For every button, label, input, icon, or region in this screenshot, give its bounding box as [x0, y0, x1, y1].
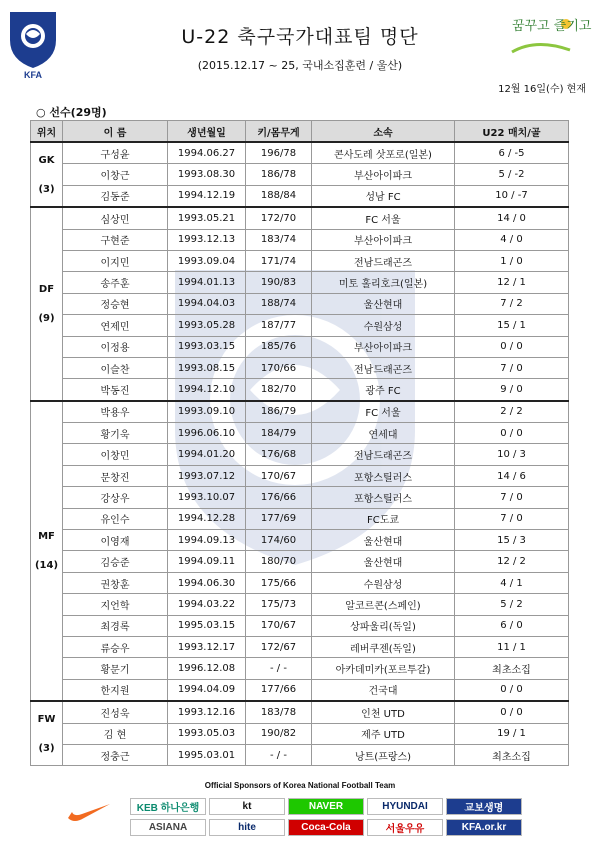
- player-record-cell: 7 / 2: [455, 293, 569, 314]
- player-birth-cell: 1995.03.15: [168, 615, 246, 636]
- table-row: [31, 444, 569, 465]
- player-name-cell: 류승우: [63, 636, 168, 657]
- roster-table: [30, 120, 569, 766]
- player-birth-cell: 1993.07.12: [168, 465, 246, 486]
- sponsor-logo: kt: [209, 798, 285, 815]
- player-birth-cell: 1993.05.28: [168, 315, 246, 336]
- player-record-cell: 14 / 6: [455, 465, 569, 486]
- table-row: [31, 293, 569, 314]
- player-name-cell: 박동진: [63, 379, 168, 401]
- player-record-cell: 12 / 2: [455, 551, 569, 572]
- table-row: [31, 658, 569, 679]
- player-birth-cell: 1994.06.30: [168, 572, 246, 593]
- player-body-cell: 182/70: [246, 379, 312, 401]
- player-club-cell: 인천 UTD: [312, 701, 455, 723]
- player-body-cell: 183/74: [246, 229, 312, 250]
- player-birth-cell: 1994.12.28: [168, 508, 246, 529]
- player-club-cell: 수원삼성: [312, 315, 455, 336]
- player-birth-cell: 1993.09.10: [168, 401, 246, 423]
- player-birth-cell: 1993.05.21: [168, 207, 246, 229]
- player-name-cell: 이창민: [63, 444, 168, 465]
- player-name-cell: 송주훈: [63, 272, 168, 293]
- player-name-cell: 황문기: [63, 658, 168, 679]
- player-record-cell: 10 / 3: [455, 444, 569, 465]
- position-count: (9): [38, 312, 55, 324]
- player-name-cell: 이슬찬: [63, 357, 168, 378]
- player-name-cell: 김승준: [63, 551, 168, 572]
- position-count: (3): [38, 742, 55, 754]
- sponsor-logo: 교보생명: [446, 798, 522, 815]
- player-body-cell: 183/78: [246, 701, 312, 723]
- player-record-cell: 4 / 0: [455, 229, 569, 250]
- player-body-cell: 176/68: [246, 444, 312, 465]
- player-club-cell: 전남드래곤즈: [312, 357, 455, 378]
- player-record-cell: 7 / 0: [455, 357, 569, 378]
- player-name-cell: 황기욱: [63, 423, 168, 444]
- player-body-cell: 175/66: [246, 572, 312, 593]
- table-row: [31, 723, 569, 744]
- column-header: 생년월일: [168, 121, 246, 143]
- player-body-cell: 170/67: [246, 465, 312, 486]
- player-club-cell: 연세대: [312, 423, 455, 444]
- position-spacer: [31, 544, 62, 558]
- player-record-cell: 6 / -5: [455, 142, 569, 164]
- player-body-cell: 171/74: [246, 250, 312, 271]
- player-birth-cell: 1993.10.07: [168, 487, 246, 508]
- player-record-cell: 4 / 1: [455, 572, 569, 593]
- player-name-cell: 한지원: [63, 679, 168, 701]
- player-body-cell: 186/79: [246, 401, 312, 423]
- player-birth-cell: 1994.04.09: [168, 679, 246, 701]
- table-row: [31, 701, 569, 723]
- player-name-cell: 정충근: [63, 744, 168, 765]
- table-row: [31, 272, 569, 293]
- player-name-cell: 강상우: [63, 487, 168, 508]
- position-spacer: [31, 168, 62, 182]
- player-club-cell: 미토 홀리호크(일본): [312, 272, 455, 293]
- table-row: [31, 636, 569, 657]
- player-name-cell: 김동준: [63, 185, 168, 207]
- player-name-cell: 심상민: [63, 207, 168, 229]
- player-name-cell: 이지민: [63, 250, 168, 271]
- player-name-cell: 김 현: [63, 723, 168, 744]
- column-header: 키/몸무게: [246, 121, 312, 143]
- player-birth-cell: 1994.09.13: [168, 530, 246, 551]
- table-row: [31, 207, 569, 229]
- player-name-cell: 이창근: [63, 164, 168, 185]
- table-row: [31, 744, 569, 765]
- player-name-cell: 진성욱: [63, 701, 168, 723]
- column-header: 위치: [31, 121, 63, 143]
- player-club-cell: FC 서울: [312, 207, 455, 229]
- player-club-cell: 울산현대: [312, 551, 455, 572]
- table-row: [31, 615, 569, 636]
- player-club-cell: 제주 UTD: [312, 723, 455, 744]
- player-birth-cell: 1995.03.01: [168, 744, 246, 765]
- player-name-cell: 박용우: [63, 401, 168, 423]
- slogan-logo: [506, 12, 592, 60]
- position-spacer: [31, 727, 62, 741]
- player-club-cell: FC 서울: [312, 401, 455, 423]
- player-body-cell: 176/66: [246, 487, 312, 508]
- player-birth-cell: 1996.06.10: [168, 423, 246, 444]
- player-birth-cell: 1993.08.15: [168, 357, 246, 378]
- slogan-icon: [506, 12, 592, 60]
- player-birth-cell: 1993.12.16: [168, 701, 246, 723]
- player-birth-cell: 1994.03.22: [168, 594, 246, 615]
- position-spacer: [31, 297, 62, 311]
- player-name-cell: 지언학: [63, 594, 168, 615]
- player-name-cell: 유인수: [63, 508, 168, 529]
- player-birth-cell: 1994.04.03: [168, 293, 246, 314]
- player-body-cell: 177/69: [246, 508, 312, 529]
- player-body-cell: 188/74: [246, 293, 312, 314]
- player-club-cell: 울산현대: [312, 293, 455, 314]
- player-record-cell: 12 / 1: [455, 272, 569, 293]
- player-record-cell: 0 / 0: [455, 701, 569, 723]
- player-record-cell: 5 / 2: [455, 594, 569, 615]
- player-birth-cell: 1994.01.13: [168, 272, 246, 293]
- player-club-cell: 콘사도레 삿포로(일본): [312, 142, 455, 164]
- player-body-cell: 170/67: [246, 615, 312, 636]
- table-row: [31, 229, 569, 250]
- player-club-cell: 울산현대: [312, 530, 455, 551]
- sponsor-logo: Coca-Cola: [288, 819, 364, 836]
- player-birth-cell: 1994.01.20: [168, 444, 246, 465]
- player-body-cell: 196/78: [246, 142, 312, 164]
- position-count: (3): [38, 183, 55, 195]
- player-club-cell: 상파울리(독일): [312, 615, 455, 636]
- player-club-cell: 포항스틸러스: [312, 465, 455, 486]
- player-body-cell: - / -: [246, 744, 312, 765]
- column-header: 이 름: [63, 121, 168, 143]
- player-record-cell: 2 / 2: [455, 401, 569, 423]
- position-label: FW: [37, 713, 56, 725]
- position-count: (14): [34, 559, 59, 571]
- player-birth-cell: 1993.12.13: [168, 229, 246, 250]
- player-club-cell: 부산아이파크: [312, 336, 455, 357]
- player-body-cell: - / -: [246, 658, 312, 679]
- player-body-cell: 172/70: [246, 207, 312, 229]
- roster-body: [31, 142, 569, 766]
- slogan-text: 꿈꾸고 즐기고: [512, 19, 592, 34]
- position-cell: [31, 401, 63, 701]
- player-body-cell: 172/67: [246, 636, 312, 657]
- sponsor-logo: hite: [209, 819, 285, 836]
- player-record-cell: 0 / 0: [455, 679, 569, 701]
- table-row: [31, 572, 569, 593]
- player-club-cell: 광주 FC: [312, 379, 455, 401]
- player-club-cell: FC도쿄: [312, 508, 455, 529]
- player-club-cell: 낭트(프랑스): [312, 744, 455, 765]
- date-note: 12월 16일(수) 현재: [498, 84, 586, 95]
- player-record-cell: 7 / 0: [455, 487, 569, 508]
- player-birth-cell: 1993.05.03: [168, 723, 246, 744]
- player-club-cell: 전남드래곤즈: [312, 444, 455, 465]
- player-record-cell: 5 / -2: [455, 164, 569, 185]
- player-name-cell: 정승현: [63, 293, 168, 314]
- player-record-cell: 6 / 0: [455, 615, 569, 636]
- player-body-cell: 185/76: [246, 336, 312, 357]
- player-name-cell: 이정용: [63, 336, 168, 357]
- position-cell: [31, 701, 63, 766]
- player-club-cell: 아카데미카(포르투갈): [312, 658, 455, 679]
- player-name-cell: 문창진: [63, 465, 168, 486]
- section-title: ○ 선수(29명): [36, 106, 107, 119]
- player-record-cell: 1 / 0: [455, 250, 569, 271]
- table-row: [31, 551, 569, 572]
- table-row: [31, 142, 569, 164]
- position-label: DF: [38, 283, 55, 295]
- table-row: [31, 379, 569, 401]
- nike-swoosh-icon: [66, 800, 112, 824]
- player-record-cell: 0 / 0: [455, 336, 569, 357]
- player-club-cell: 건국대: [312, 679, 455, 701]
- player-birth-cell: 1993.03.15: [168, 336, 246, 357]
- player-body-cell: 170/66: [246, 357, 312, 378]
- player-birth-cell: 1996.12.08: [168, 658, 246, 679]
- page-title: U-22 축구국가대표팀 명단: [181, 26, 419, 48]
- table-row: [31, 250, 569, 271]
- position-cell: [31, 142, 63, 207]
- player-name-cell: 구성윤: [63, 142, 168, 164]
- table-row: [31, 594, 569, 615]
- sponsor-logo: 서울우유: [367, 819, 443, 836]
- table-row: [31, 508, 569, 529]
- position-label: MF: [38, 530, 55, 542]
- logo-text: KFA: [24, 70, 42, 80]
- table-row: [31, 423, 569, 444]
- table-row: [31, 487, 569, 508]
- player-birth-cell: 1994.12.19: [168, 185, 246, 207]
- player-body-cell: 187/77: [246, 315, 312, 336]
- player-birth-cell: 1994.09.11: [168, 551, 246, 572]
- player-body-cell: 186/78: [246, 164, 312, 185]
- sponsor-logo: KFA.or.kr: [446, 819, 522, 836]
- player-club-cell: 알코르콘(스페인): [312, 594, 455, 615]
- player-body-cell: 177/66: [246, 679, 312, 701]
- sponsor-title: Official Sponsors of Korea National Football Team: [204, 781, 396, 790]
- table-row: [31, 679, 569, 701]
- player-body-cell: 175/73: [246, 594, 312, 615]
- player-record-cell: 0 / 0: [455, 423, 569, 444]
- player-body-cell: 180/70: [246, 551, 312, 572]
- sponsor-logo: KEB 하나은행: [130, 798, 206, 815]
- table-row: [31, 357, 569, 378]
- player-club-cell: 부산아이파크: [312, 229, 455, 250]
- player-club-cell: 수원삼성: [312, 572, 455, 593]
- player-record-cell: 최초소집: [455, 744, 569, 765]
- table-header-row: [31, 121, 569, 143]
- player-record-cell: 10 / -7: [455, 185, 569, 207]
- player-name-cell: 권창훈: [63, 572, 168, 593]
- player-club-cell: 성남 FC: [312, 185, 455, 207]
- table-row: [31, 465, 569, 486]
- player-birth-cell: 1994.12.10: [168, 379, 246, 401]
- player-record-cell: 15 / 1: [455, 315, 569, 336]
- player-birth-cell: 1993.09.04: [168, 250, 246, 271]
- player-birth-cell: 1993.08.30: [168, 164, 246, 185]
- position-label: GK: [38, 154, 55, 166]
- player-club-cell: 전남드래곤즈: [312, 250, 455, 271]
- table-row: [31, 401, 569, 423]
- player-record-cell: 9 / 0: [455, 379, 569, 401]
- player-record-cell: 19 / 1: [455, 723, 569, 744]
- player-body-cell: 188/84: [246, 185, 312, 207]
- player-name-cell: 연제민: [63, 315, 168, 336]
- player-name-cell: 이영재: [63, 530, 168, 551]
- player-birth-cell: 1993.12.17: [168, 636, 246, 657]
- player-birth-cell: 1994.06.27: [168, 142, 246, 164]
- sponsor-logo: NAVER: [288, 798, 364, 815]
- player-club-cell: 포항스틸러스: [312, 487, 455, 508]
- player-record-cell: 11 / 1: [455, 636, 569, 657]
- position-cell: [31, 207, 63, 401]
- column-header: 소속: [312, 121, 455, 143]
- player-name-cell: 구현준: [63, 229, 168, 250]
- player-body-cell: 174/60: [246, 530, 312, 551]
- player-record-cell: 15 / 3: [455, 530, 569, 551]
- table-row: [31, 164, 569, 185]
- player-club-cell: 부산아이파크: [312, 164, 455, 185]
- player-club-cell: 레버쿠젠(독일): [312, 636, 455, 657]
- player-record-cell: 7 / 0: [455, 508, 569, 529]
- table-row: [31, 530, 569, 551]
- player-body-cell: 184/79: [246, 423, 312, 444]
- player-body-cell: 190/82: [246, 723, 312, 744]
- player-name-cell: 최경록: [63, 615, 168, 636]
- page-subtitle: (2015.12.17 ~ 25, 국내소집훈련 / 울산): [197, 59, 403, 72]
- sponsor-logo: ASIANA: [130, 819, 206, 836]
- column-header: U22 매치/골: [455, 121, 569, 143]
- player-body-cell: 190/83: [246, 272, 312, 293]
- table-row: [31, 336, 569, 357]
- table-row: [31, 315, 569, 336]
- sponsor-logo: HYUNDAI: [367, 798, 443, 815]
- player-record-cell: 최초소집: [455, 658, 569, 679]
- player-record-cell: 14 / 0: [455, 207, 569, 229]
- table-row: [31, 185, 569, 207]
